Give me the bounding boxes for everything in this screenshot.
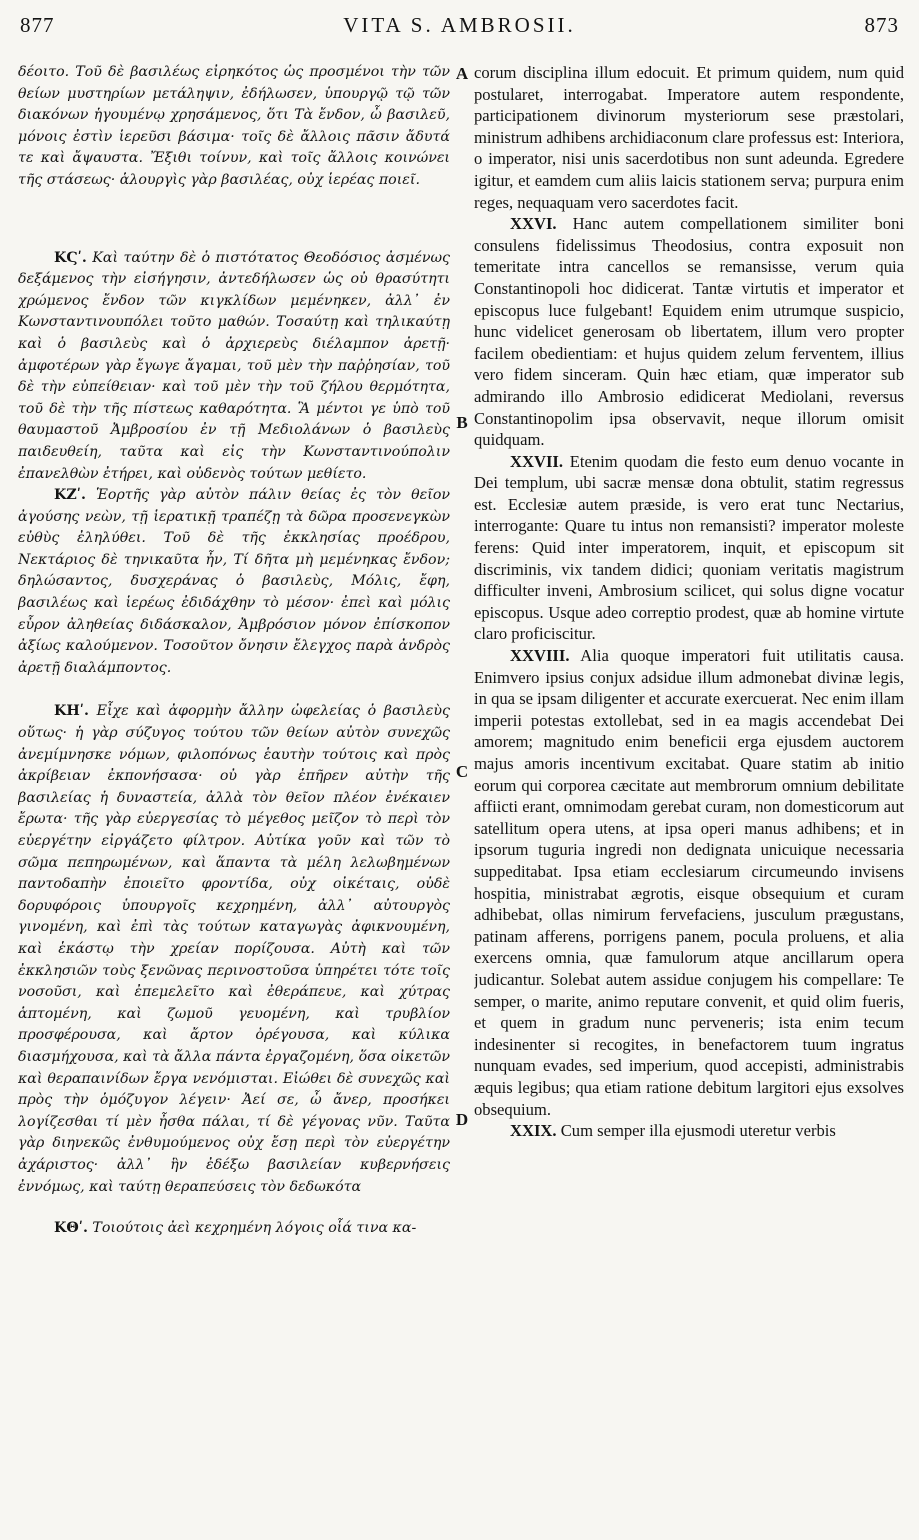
greek-chapter-number-28: ΚΗʹ.	[54, 703, 89, 720]
latin-paragraph-29	[474, 1120, 904, 1142]
margin-marker-a: A	[455, 64, 469, 83]
latin-paragraph-28-text: Alia quoque imperatori fuit utilitatis causa. Enimvero ipsius conjux adsidue illum admonebat divinæ legis, in qua se ipsam diligenter et accurate exercuerat. Nec enim illam imperii potestas extollebat, sed in ea magis accendebat Dei amorem; magnitudo enim beneficii erga ejusdem auctorem majus amoris incentivum excitabat. Quare statim ab initio eorum qui corporea cæcitate aut membrorum omnium debilitate affiicti erant, omnimodam gerebat curam, non domesticorum aut satellitum opera utens, at ipsa operi manus adhibens; et in ipsorum tuguria ingredi non dedignata unicuique necessaria suppeditabat. Ipsa etiam ecclesiarum circumeundo invisens hospitia, ministrabat ægrotis, eisque obsequium et curam adhibebat, ollas nimirum fervefaciens, jusculum prægustans, patinam afferens, porrigens panem, pocula proluens, et alia exercens omnia, quæ famulorum atque ancillarum opera judicantur. Solebat autem assidue conjugem his compellare: Te semper, o marite, animo reputare convenit, et quid olim fueris, et quem in gradum nunc perveneris; ista enim tecum indesinenter si recogites, in benefactorem tuum ingratus nunquam evades, sed imperium, quod accepisti, administrabis æquis legibus; qua etiam ratione debitum largitori ejus exsolves obsequium.	[474, 646, 904, 1119]
greek-paragraph-28	[18, 701, 450, 1198]
latin-paragraph-29-text: Cum semper illa ejusmodi uteretur verbis	[556, 1121, 836, 1141]
greek-chapter-number-26: ΚϚʹ.	[54, 249, 87, 266]
latin-column	[474, 62, 904, 1530]
page-number-right: 873	[864, 12, 899, 37]
latin-paragraph-27	[474, 451, 904, 645]
page-header	[20, 8, 899, 42]
greek-paragraph-1: δέοιτο. Τοῦ δὲ βασιλέως εἰρηκότος ὡς προσμένοι τὴν τῶν θείων μυστηρίων μετάληψιν, ἐδήλωσεν, ὑπουργῷ τῷ τῶν διακόνων ἡγουμένῳ χρησάμενος, ὅτι Τὰ ἔνδον, ὦ βασιλεῦ, μόνοις ἐστὶν ἱερεῦσι βάσιμα· τοῖς δὲ ἄλλοις πᾶσιν ἄδυτά τε καὶ ἄψαυστα. Ἔξιθι τοίνυν, καὶ τοῖς ἄλλοις κοινώνει τῆς στάσεως· ἁλουργὶς γὰρ βασιλέας, οὐχ ἱερέας ποιεῖ.	[18, 64, 450, 188]
greek-paragraph-28-text: Εἶχε καὶ ἀφορμὴν ἄλλην ὠφελείας ὁ βασιλεὺς οὕτως· ἡ γὰρ σύζυγος τούτου τῶν θείων αὐτὸν συνεχῶς ἀνεμίμνησκε νόμων, φιλοπόνως ἑαυτὴν τούτοις καὶ πρὸς ἀκρίβειαν ἐκπονήσασα· οὐ γὰρ ἐπῆρεν αὐτὴν τῆς βασιλείας ἡ δυναστεία, ἀλλὰ τὸν θεῖον πλέον ἐνέκαιεν ἔρωτα· τῆς γὰρ εὐεργεσίας τὸ μέγεθος μεῖζον τὸ περὶ τὸν εὐεργέτην εἰργάζετο φίλτρον. Αὐτίκα γοῦν καὶ τῶν τὸ σῶμα πεπηρωμένων, καὶ ἅπαντα τὰ μέλη λελωβημένων παντοδαπὴν ἐποιεῖτο φροντίδα, οὐχ οἰκέταις, οὐδὲ δορυφόροις ὑπουργοῖς κεχρημένη, ἀλλ᾽ αὐτουργὸς γινομένη, καὶ ἐπὶ τὰς τούτων καταγωγὰς ἀφικνουμένη, καὶ ἑκάστῳ τὴν χρείαν πορίζουσα. Αὐτὴ καὶ τῶν ἐκκλησιῶν τοὺς ξενῶνας περινοστοῦσα ὑπηρέτει τότε τοῖς νοσοῦσι, καὶ ἐπεμελεῖτο καὶ ἐθεράπευε, καὶ χύτρας ἁπτομένη, καὶ ζωμοῦ γευομένη, καὶ τρυβλίον προσφέρουσα, καὶ ἄρτον ὀρέγουσα, καὶ κύλικα διασμήχουσα, καὶ τὰ ἄλλα πάντα ἐργαζομένη, ὅσα οἰκετῶν καὶ θεραπαινίδων ἔργα νενόμισται. Εἰώθει δὲ συνεχῶς καὶ πρὸς τὴν ὁμόζυγον λέγειν· Ἀεί σε, ὦ ἄνερ, προσήκει λογίζεσθαι τί μὲν ἦσθα πάλαι, τί δὲ γέγονας νῦν. Ταῦτα γὰρ διηνεκῶς ἐνθυμούμενος οὐχ ἔσῃ περὶ τὸν εὐεργέτην ἀχάριστος· ἀλλ᾽ ἣν ἐδέξω βασιλείαν κυβερνήσεις ἐννόμως, καὶ ταύτῃ θεραπεύσεις τὸν δεδωκότα	[18, 703, 450, 1195]
latin-chapter-number-28: XXVIII.	[510, 646, 570, 666]
margin-marker-d: D	[455, 1110, 469, 1129]
greek-paragraph-26	[18, 248, 450, 486]
latin-paragraph-1: corum disciplina illum edocuit. Et primum quidem, num quid postularet, interrogabat. Imperatore autem respondente, participationem divinorum mysteriorum sese præstolari, ministrum adhibens archidiaconum clare professus est: Interiora, o imperator, nisi unis sacerdotibus non sunt adeunda. Egredere igitur, et eamdem cum aliis laicis stationem serva; purpura enim reges, nequaquam vero sacerdotes facit.	[474, 63, 904, 212]
latin-paragraph-27-text: Etenim quodam die festo eum denuo vocante in Dei templum, ubi sacræ mensæ dona obtulit, statim regressus est. Ecclesiæ autem præside, is vero erat tunc Nectarius, interrogante: Quare tu intus non remansisti? imperator moleste ferens: Quid inter imperatorem, inquit, et episcopum sit discriminis, vix tandem didici; quoniam veritatis magistrum difficulter inveni, Ambrosium scilicet, qui solus digne vocatur episcopus. Usque adeo correptio prodest, quæ ab homine virtute claro proficiscitur.	[474, 451, 904, 644]
running-title: VITA S. AMBROSII.	[343, 12, 576, 37]
latin-chapter-number-27: XXVII.	[510, 451, 564, 471]
margin-marker-c: C	[455, 762, 469, 781]
greek-column	[18, 62, 450, 1530]
margin-marker-b: B	[456, 413, 468, 432]
greek-chapter-number-27: ΚΖʹ.	[54, 487, 86, 504]
page-number-left: 877	[20, 12, 55, 37]
greek-paragraph-29	[18, 1218, 450, 1240]
latin-paragraph-26-text: Hanc autem compellationem similiter boni consulens fidelissimus Theodosius, contra exposuit non temeritate intra cancellos se remansisse, verum quia Constantinopoli hoc didicerat. Tantæ virtutis et imperator et episcopus luce fulgebant! Equidem enim utrumque suspicio, hunc videlicet generosam ob libertatem, illum vero propter facilem obedientiam: et hujus quidem zelum ferventem, illius vero fidem sinceram. Quin hæc etiam, quæ imperator sub admirando illo Ambrosio edidicerat Mediolani, reversus Constantinopolim ipsa observavit, neque illorum omisit quidquam.	[474, 214, 904, 450]
latin-chapter-number-29: XXIX.	[510, 1121, 557, 1141]
latin-paragraph-28	[474, 645, 904, 1120]
greek-chapter-number-29: ΚΘʹ.	[54, 1220, 88, 1237]
greek-paragraph-29-text: Τοιούτοις ἀεὶ κεχρημένη λόγοις οἷά τινα κα-	[87, 1220, 417, 1237]
greek-paragraph-27-text: Ἑορτῆς γὰρ αὐτὸν πάλιν θείας ἐς τὸν θεῖον ἀγούσης νεὼν, τῇ ἱερατικῇ τραπέζῃ τὰ δῶρα προσενεγκὼν εὐθὺς ἐληλύθει. Τοῦ δὲ τῆς ἐκκλησίας προέδρου, Νεκτάριος δὲ τηνικαῦτα ἦν, Τί δῆτα μὴ μεμένηκας ἔνδον; δηλώσαντος, δυσχεράνας ὁ βασιλεὺς, Μόλις, ἔφη, βασιλέως καὶ ἱερέως ἐδιδάχθην τὸ μέσον· ἐπεὶ καὶ μόλις εὗρον ἀληθείας διδάσκαλον, Ἀμβρόσιον μόνον ἐπίσκοπον ἀξίως καλούμενον. Τοσοῦτον ὄνησιν ἔλεγχος παρὰ ἀνδρὸς ἀρετῇ διαλάμποντος.	[18, 487, 450, 676]
greek-paragraph-27	[18, 485, 450, 679]
latin-chapter-number-26: XXVI.	[510, 214, 557, 234]
greek-paragraph-26-text: Καὶ ταύτην δὲ ὁ πιστότατος Θεοδόσιος ἀσμένως δεξάμενος τὴν εἰσήγησιν, ἀντεδήλωσεν ὡς οὐ θρασύτητι χρώμενος ἔνδον τῶν κιγκλίδων μεμένηκεν, ἀλλ᾽ ἐν Κωνσταντινουπόλει τοῦτο μαθών. Τοσαύτῃ καὶ τηλικαύτῃ καὶ ὁ βασιλεὺς καὶ ὁ ἀρχιερεὺς διέλαμπον ἀρετῇ· ἀμφοτέρων γὰρ ἔγωγε ἄγαμαι, τοῦ μὲν τὴν παῤῥησίαν, τοῦ δὲ τὴν εὐπείθειαν· καὶ τοῦ μὲν τὴν τοῦ ζήλου θερμότητα, τοῦ δὲ τὴν τῆς πίστεως καθαρότητα. Ἃ μέντοι γε ὑπὸ τοῦ θαυμαστοῦ Ἀμβροσίου ἐν τῇ Μεδιολάνων ὁ βασιλεὺς παιδευθείη, ταῦτα καὶ εἰς τὴν Κωνσταντινούπολιν ἐπανελθὼν ἐτήρει, καὶ οὐδενὸς τούτων μεθίετο.	[18, 249, 450, 482]
latin-paragraph-26	[474, 213, 904, 451]
